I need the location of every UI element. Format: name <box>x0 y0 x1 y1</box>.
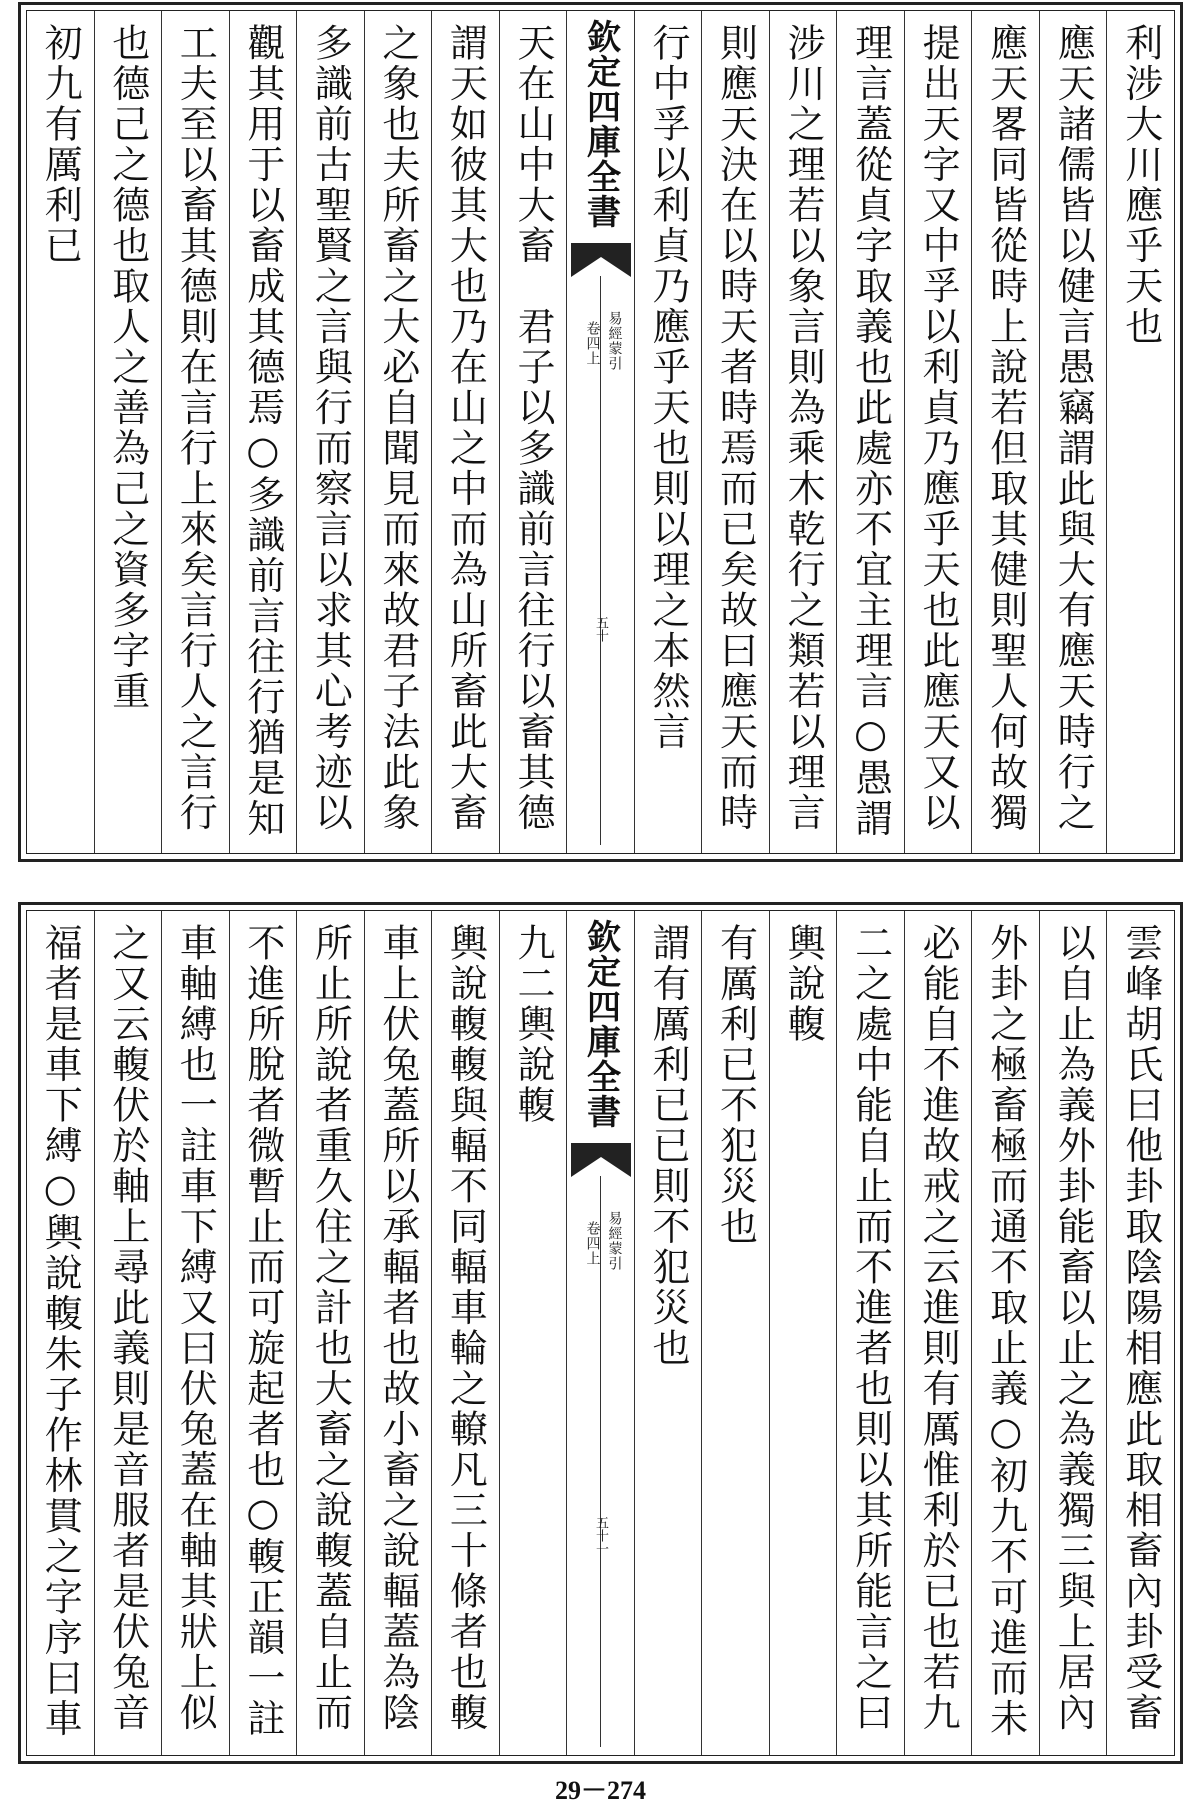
text-column <box>27 911 94 1755</box>
text-column <box>161 911 229 1755</box>
book-short-title: 易經蒙引 <box>606 1211 623 1271</box>
text-column <box>499 11 567 853</box>
text-column <box>161 11 229 853</box>
column-text: 之象也夫所畜之大必自聞見而來故君子法此象 <box>375 23 420 833</box>
column-text: 不進所脫者微暫止而可旋起者也○輹正韻一註 <box>240 923 285 1739</box>
column-text: 工夫至以畜其德則在言行上來矣言行人之言行 <box>173 23 218 833</box>
column-text: 九二輿說輹 <box>510 923 555 1126</box>
text-column <box>431 11 499 853</box>
column-text: 必能自不進故戒之云進則有厲惟利於已也若九 <box>916 923 961 1733</box>
text-column <box>229 911 297 1755</box>
column-text: 行中孚以利貞乃應乎天也則以理之本然言 <box>646 23 691 752</box>
text-column <box>971 911 1039 1755</box>
column-text: 多識前古聖賢之言與行而察言以求其心考迹以 <box>308 23 353 833</box>
bottom-columns <box>27 911 1174 1755</box>
volume-label: 卷四上 <box>584 321 601 366</box>
text-column <box>1039 911 1107 1755</box>
text-column <box>296 911 364 1755</box>
column-text: 謂有厲利已已則不犯災也 <box>646 923 691 1369</box>
fish-tail-ornament-icon <box>571 1143 631 1177</box>
top-columns <box>27 11 1174 853</box>
column-text: 二之處中能自止而不進者也則以其所能言之曰 <box>848 923 893 1733</box>
text-column <box>499 911 567 1755</box>
book-title: 欽定四庫全書 <box>580 19 621 229</box>
column-text: 利涉大川應乎天也 <box>1118 23 1163 347</box>
text-column <box>1106 11 1174 853</box>
folio-number: 五十 <box>592 616 608 642</box>
column-text: 車上伏兔蓋所以承輻者也故小畜之說輻蓋為陰 <box>375 923 420 1733</box>
column-text: 車軸縛也一註車下縛又曰伏兔蓋在軸其狀上似 <box>173 923 218 1733</box>
column-text: 輿說輹輹與輻不同輻車輪之轑凡三十條者也輹 <box>443 923 488 1733</box>
column-text: 福者是車下縛○輿說輹朱子作林貫之字序曰車 <box>38 923 83 1739</box>
column-text: 雲峰胡氏曰他卦取陰陽相應此取相畜內卦受畜 <box>1118 923 1163 1733</box>
text-column <box>94 911 162 1755</box>
column-text: 觀其用于以畜成其德焉○多識前言往行猶是知 <box>240 23 285 839</box>
center-fold <box>566 11 634 853</box>
column-text: 應天畧同皆從時上說若但取其健則聖人何故獨 <box>983 23 1028 833</box>
page-number: 29－274 <box>554 1776 646 1805</box>
column-text: 謂天如彼其大也乃在山之中而為山所畜此大畜 <box>443 23 488 833</box>
text-column <box>94 11 162 853</box>
text-column <box>904 911 972 1755</box>
volume-label: 卷四上 <box>584 1221 601 1266</box>
column-text: 涉川之理若以象言則為乘木乾行之類若以理言 <box>781 23 826 833</box>
text-column <box>431 911 499 1755</box>
text-column <box>836 911 904 1755</box>
column-text: 提出天字又中孚以利貞乃應乎天也此應天又以 <box>916 23 961 833</box>
text-column <box>1039 11 1107 853</box>
column-text: 外卦之極畜極而通不取止義○初九不可進而未 <box>983 923 1028 1739</box>
text-column <box>701 911 769 1755</box>
book-short-title: 易經蒙引 <box>606 311 623 371</box>
text-column <box>769 911 837 1755</box>
text-column <box>904 11 972 853</box>
text-column <box>296 11 364 853</box>
column-text: 理言蓋從貞字取義也此處亦不宜主理言○愚謂 <box>848 23 893 839</box>
text-column <box>971 11 1039 853</box>
text-column <box>27 11 94 853</box>
book-title: 欽定四庫全書 <box>580 919 621 1129</box>
text-column <box>229 11 297 853</box>
text-column <box>1106 911 1174 1755</box>
text-column <box>634 11 702 853</box>
column-text: 以自止為義外卦能畜以止之為義獨三與上居內 <box>1051 923 1096 1733</box>
column-text: 也德己之德也取人之善為己之資多字重 <box>105 23 150 712</box>
top-page <box>18 2 1183 862</box>
text-column <box>836 11 904 853</box>
bottom-page <box>18 902 1183 1764</box>
column-text: 初九有厲利已 <box>38 23 83 266</box>
text-column <box>701 11 769 853</box>
text-column <box>769 11 837 853</box>
column-text: 則應天決在以時天者時焉而已矣故曰應天而時 <box>713 23 758 833</box>
column-text: 天在山中大畜 君子以多識前言往行以畜其德 <box>510 23 555 833</box>
center-fold <box>566 911 634 1755</box>
column-text: 輿說輹 <box>781 923 826 1045</box>
text-column <box>364 11 432 853</box>
text-column <box>364 911 432 1755</box>
fish-tail-ornament-icon <box>571 243 631 277</box>
column-text: 所止所說者重久住之計也大畜之說輹蓋自止而 <box>308 923 353 1733</box>
column-text: 應天諸儒皆以健言愚竊謂此與大有應天時行之 <box>1051 23 1096 833</box>
column-text: 之又云輹伏於軸上尋此義則是音服者是伏兔音 <box>105 923 150 1733</box>
column-text: 有厲利已不犯災也 <box>713 923 758 1247</box>
text-column <box>634 911 702 1755</box>
folio-number: 五十一 <box>592 1516 608 1555</box>
